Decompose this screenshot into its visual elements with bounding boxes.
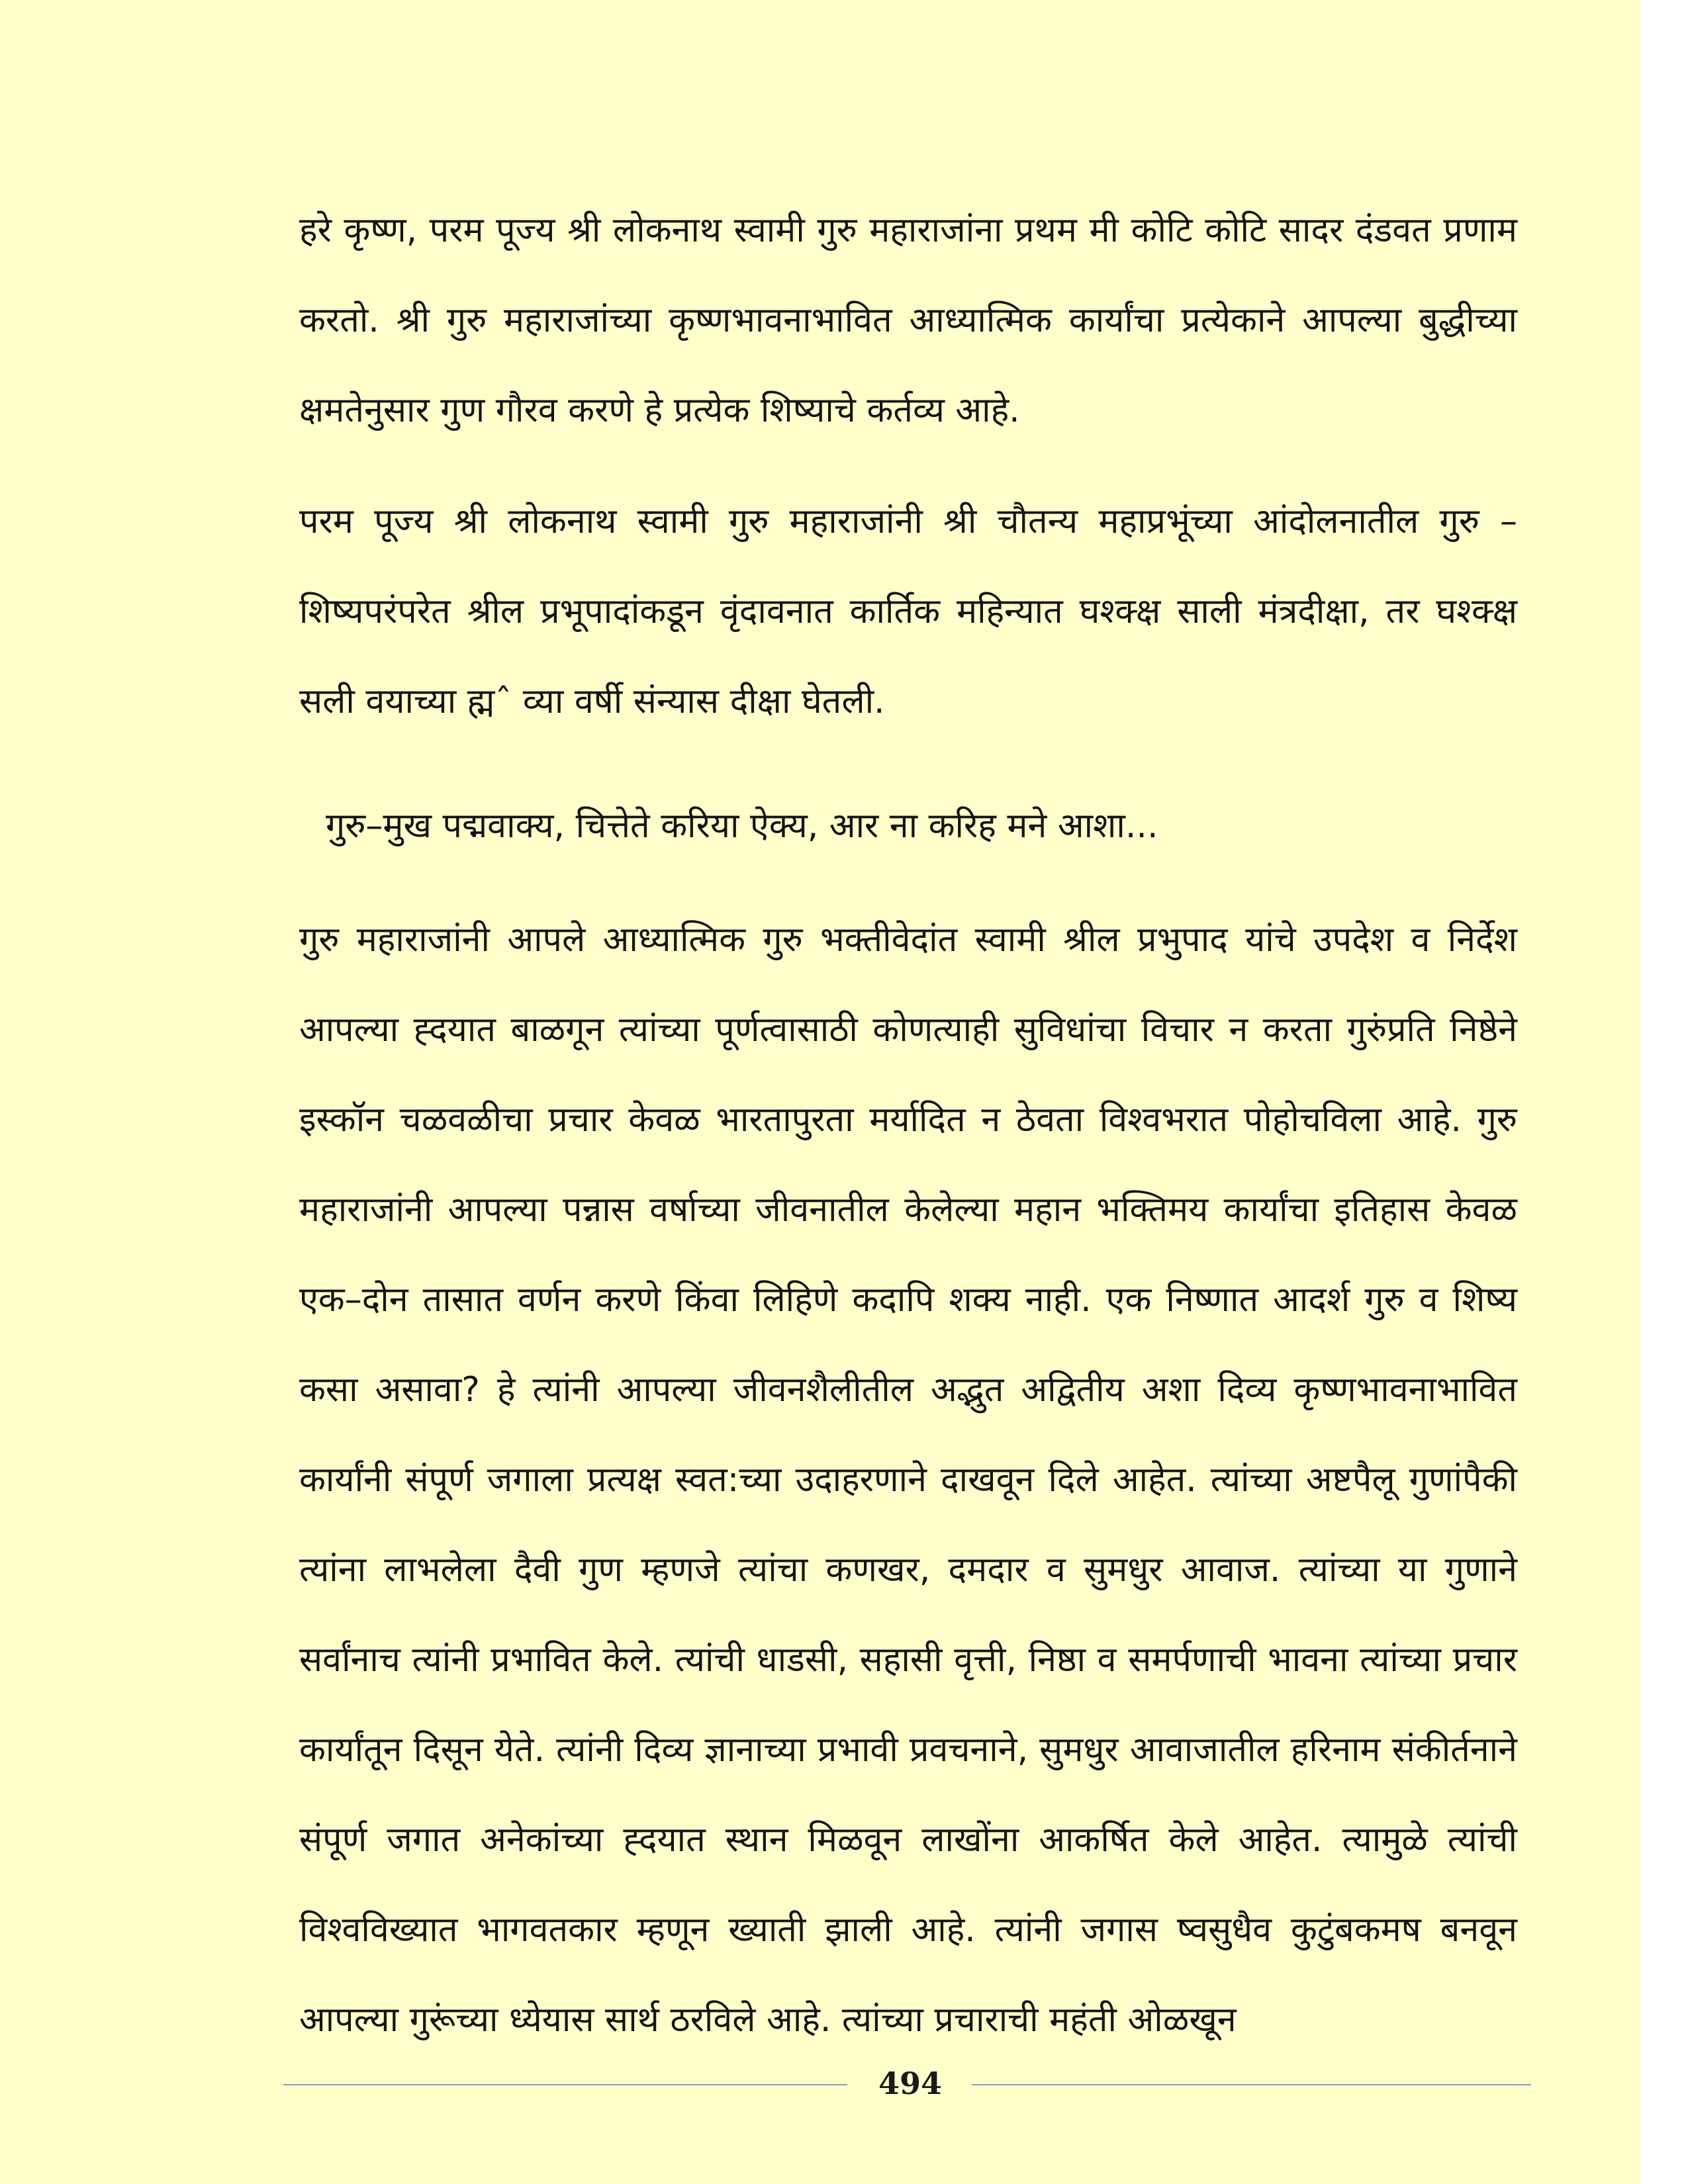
verse-quote: गुरु–मुख पद्मवाक्य, चित्तेते करिया ऐक्य, आर ना करिह मने आशा... xyxy=(326,806,1158,846)
page-number: 494 xyxy=(878,2066,943,2101)
footer-rule-left xyxy=(283,2084,847,2085)
footer-rule-right xyxy=(972,2084,1531,2085)
paragraph-main: गुरु महाराजांनी आपले आध्यात्मिक गुरु भक्तीवेदांत स्वामी श्रील प्रभुपाद यांचे उपदेश व निर्देश आपल्या ह्दयात बाळगून त्यांच्या पूर्णत्वासाठी कोणत्याही सुविधांचा विचार न करता गुरुंप्रति निष्ठेने इस्कॉन चळवळीचा प्रचार केवळ भारतापुरता मर्यादित न ठेवता विश्वभरात पोहोचविला आहे. गुरु महाराजांनी आपल्या पन्नास वर्षाच्या जीवनातील केलेल्या महान भक्तिमय कार्यांचा इतिहास केवळ एक–दोन तासात वर्णन करणे किंवा लिहिणे कदापि शक्य नाही. एक निष्णात आदर्श गुरु व शिष्य कसा असावा? हे त्यांनी आपल्या जीवनशैलीतील अद्भुत अद्वितीय अशा दिव्य कृष्णभावनाभावित कार्यांनी संपूर्ण जगाला प्रत्यक्ष स्वत:च्या उदाहरणाने दाखवून दिले आहेत. त्यांच्या अष्टपैलू गुणांपैकी त्यांना लाभलेला दैवी गुण म्हणजे त्यांचा कणखर, दमदार व सुमधुर आवाज. त्यांच्या या गुणाने सर्वांनाच त्यांनी प्रभावित केले. त्यांची धाडसी, सहासी वृत्ती, निष्ठा व समर्पणाची भावना त्यांच्या प्रचार कार्यांतून दिसून येते. त्यांनी दिव्य ज्ञानाच्या प्रभावी प्रवचनाने, सुमधुर आवाजातील हरिनाम संकीर्तनाने संपूर्ण जगात अनेकांच्या ह्दयात स्थान मिळवून लाखोंना आकर्षित केले आहेत. त्यामुळे त्यांची विश्वविख्यात भागवतकार म्हणून ख्याती झाली आहे. त्यांनी जगास ष्वसुधैव कुटुंबकमष बनवून आपल्या गुरूंच्या ध्येयास सार्थ ठरविले आहे. त्यांच्या प्रचाराची महंती ओळखून xyxy=(299,920,1517,2040)
paragraph-intro: हरे कृष्ण, परम पूज्य श्री लोकनाथ स्वामी गुरु महाराजांना प्रथम मी कोटि कोटि सादर दंडवत प्रणाम करतो. श्री गुरु महाराजांच्या कृष्णभावनाभावित आध्यात्मिक कार्यांचा प्रत्येकाने आपल्या बुद्धीच्या क्षमतेनुसार गुण गौरव करणे हे प्रत्येक शिष्याचे कर्तव्य आहे. xyxy=(299,210,1517,430)
paragraph-initiation: परम पूज्य श्री लोकनाथ स्वामी गुरु महाराजांनी श्री चौतन्य महाप्रभूंच्या आंदोलनातील गुरु –शिष्यपरंपरेत श्रील प्रभूपादांकडून वृंदावनात कार्तिक महिन्यात घश्क्क्ष साली मंत्रदीक्षा, तर घश्क्क्ष सली वयाच्या ह्मˆ व्या वर्षी संन्यास दीक्षा घेतली. xyxy=(299,502,1517,721)
